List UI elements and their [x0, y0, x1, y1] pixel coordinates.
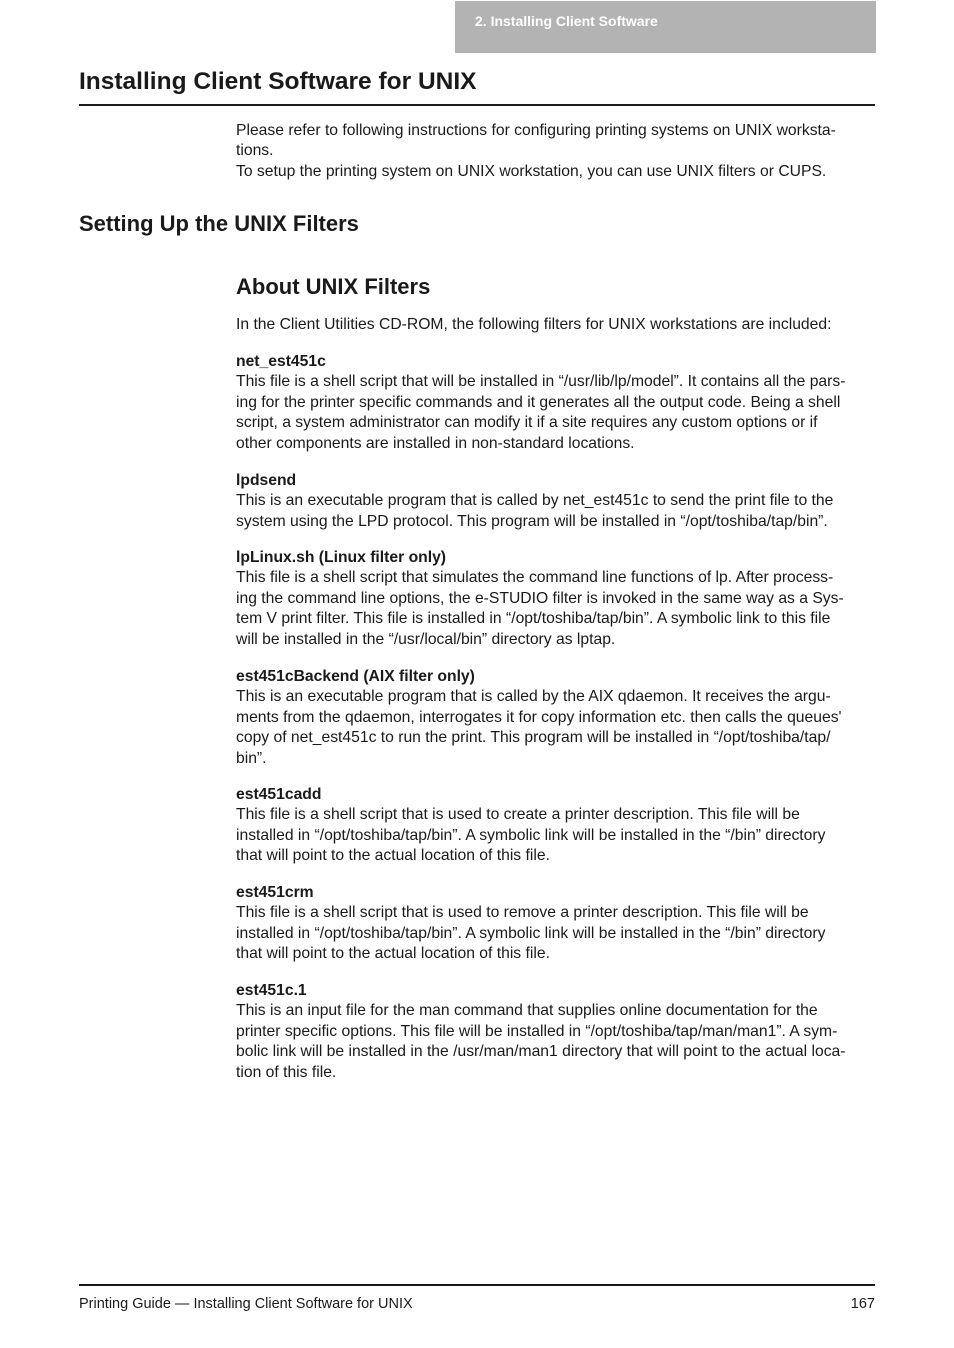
about-intro-text: In the Client Utilities CD-ROM, the following filters for UNIX workstations are included:: [236, 316, 832, 333]
filter-desc-line: printer specific options. This file will be installed in “/opt/toshiba/tap/man/man1”. A sym-: [236, 1022, 838, 1040]
filter-desc-line: copy of net_est451c to run the print. This program will be installed in “/opt/toshiba/tap/: [236, 729, 831, 747]
filter-entry-lpdsend: [236, 471, 879, 532]
filter-desc-line: ments from the qdaemon, interrogates it for copy information etc. then calls the queues': [236, 708, 842, 726]
filter-entry-est451cbackend: [236, 667, 879, 769]
section-heading: Setting Up the UNIX Filters: [79, 211, 359, 236]
filter-term: est451cBackend (AIX filter only): [236, 668, 475, 685]
filter-desc-line: This file is a shell script that simulates the command line functions of lp. After process-: [236, 569, 834, 587]
filter-desc-line: This is an input file for the man command that supplies online documentation for the: [236, 1002, 818, 1020]
filter-desc-line: installed in “/opt/toshiba/tap/bin”. A symbolic link will be installed in the “/bin” directory: [236, 826, 826, 844]
filter-term: lpLinux.sh (Linux filter only): [236, 549, 447, 566]
filter-entry-net-est451c: [236, 352, 879, 454]
page-number: 167: [850, 1296, 875, 1312]
footer-title: Printing Guide — Installing Client Software for UNIX: [79, 1296, 413, 1312]
filter-entry-est451crm: [236, 883, 879, 965]
filter-desc-line: system using the LPD protocol. This program will be installed in “/opt/toshiba/tap/bin”.: [236, 512, 828, 530]
intro-paragraph: [236, 121, 879, 182]
filter-desc-line: other components are installed in non-standard locations.: [236, 434, 635, 452]
intro-line: tions.: [236, 142, 274, 160]
filter-desc-line: This file is a shell script that is used to create a printer description. This file will be: [236, 806, 800, 824]
filter-term: est451crm: [236, 884, 314, 901]
page-title: Installing Client Software for UNIX: [79, 68, 477, 95]
title-divider: [79, 104, 875, 106]
filter-desc-line: tion of this file.: [236, 1063, 337, 1081]
filter-desc-line: bin”.: [236, 749, 267, 767]
filter-term: net_est451c: [236, 353, 326, 370]
filter-desc-line: This file is a shell script that is used to remove a printer description. This file will be: [236, 904, 809, 922]
filter-desc-line: script, a system administrator can modify it if a site requires any custom options or if: [236, 414, 818, 432]
footer-divider: [79, 1284, 875, 1286]
filter-desc-line: tem V print filter. This file is installed in “/opt/toshiba/tap/bin”. A symbolic link to this file: [236, 610, 831, 628]
filter-desc-line: will be installed in the “/usr/local/bin” directory as lptap.: [236, 630, 616, 648]
filter-desc-line: This is an executable program that is called by net_est451c to send the print file to the: [236, 492, 834, 510]
subsection-heading: About UNIX Filters: [236, 274, 431, 299]
filter-term: est451cadd: [236, 786, 322, 803]
filter-entry-est451cadd: [236, 785, 879, 867]
filter-desc-line: ing the command line options, the e-STUDIO filter is invoked in the same way as a Sys-: [236, 589, 844, 607]
chapter-tab: 2. Installing Client Software: [455, 1, 876, 53]
filter-term: lpdsend: [236, 472, 297, 489]
about-intro: [236, 315, 879, 335]
filter-term: est451c.1: [236, 982, 307, 999]
intro-line: To setup the printing system on UNIX workstation, you can use UNIX filters or CUPS.: [236, 162, 827, 180]
filter-desc-line: bolic link will be installed in the /usr/man/man1 directory that will point to the actual loca-: [236, 1043, 846, 1061]
filter-desc-line: ing for the printer specific commands and it generates all the output code. Being a shell: [236, 393, 841, 411]
filter-entry-lplinux: [236, 548, 879, 650]
filter-desc-line: This file is a shell script that will be installed in “/usr/lib/lp/model”. It contains all the pars-: [236, 373, 846, 391]
filter-desc-line: that will point to the actual location of this file.: [236, 945, 550, 963]
filter-desc-line: installed in “/opt/toshiba/tap/bin”. A symbolic link will be installed in the “/bin” directory: [236, 924, 826, 942]
filter-desc-line: that will point to the actual location of this file.: [236, 847, 550, 865]
filter-entry-est451c-1: [236, 981, 879, 1083]
filter-desc-line: This is an executable program that is called by the AIX qdaemon. It receives the argu-: [236, 688, 831, 706]
intro-line: Please refer to following instructions for configuring printing systems on UNIX worksta-: [236, 122, 836, 139]
